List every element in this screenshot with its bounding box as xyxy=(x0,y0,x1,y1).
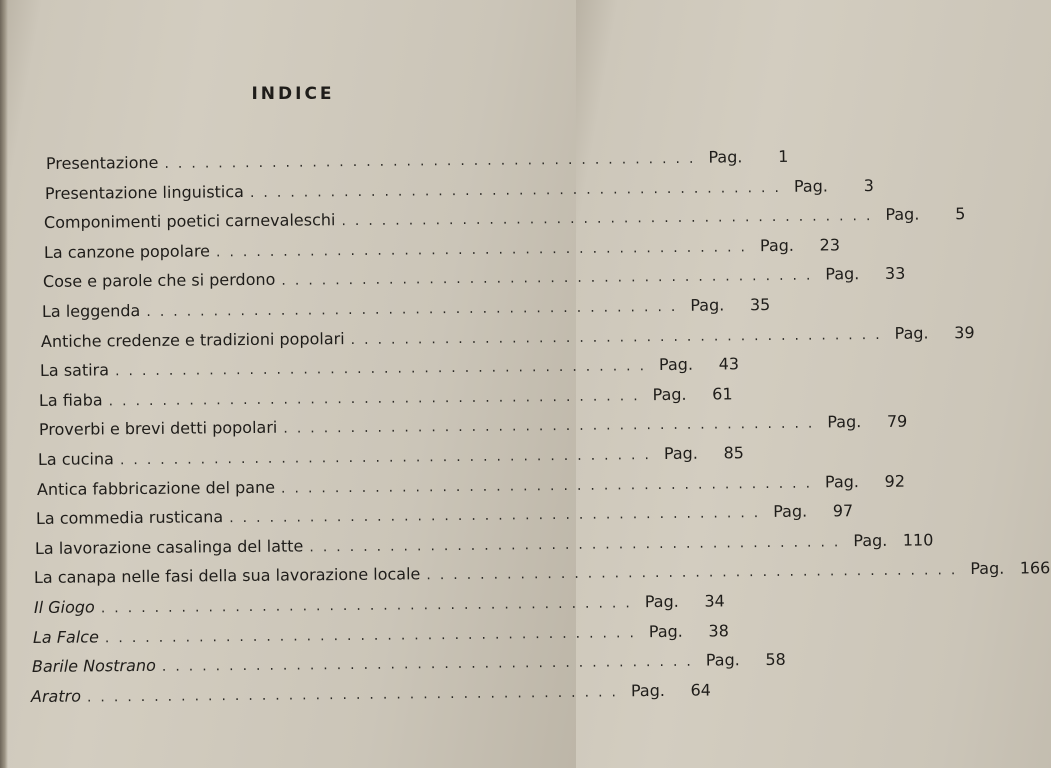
toc-entry xyxy=(35,530,934,565)
toc-entry-pag-label: Pag. xyxy=(648,621,683,641)
toc-entry xyxy=(32,620,729,654)
toc-entry-title: La lavorazione casalinga del latte xyxy=(35,536,304,558)
toc-entry-pag-label: Pag. xyxy=(705,650,740,670)
dot-leader: ........................................ xyxy=(146,298,685,320)
dot-leader: ........................................ xyxy=(280,475,819,497)
dot-leader: ........................................ xyxy=(100,595,639,617)
toc-entry-page-number: 97 xyxy=(832,501,854,521)
toc-entry-pag-label: Pag. xyxy=(824,264,860,284)
toc-entry xyxy=(35,501,854,535)
dot-leader: ........................................ xyxy=(280,267,820,290)
toc-entry-pag-label: Pag. xyxy=(826,412,861,432)
toc-entry-pag-label: Pag. xyxy=(630,680,665,701)
toc-entry-page-number: 34 xyxy=(703,591,725,611)
dot-leader: ........................................ xyxy=(282,415,821,438)
toc-entry-title: Antiche credenze e tradizioni popolari xyxy=(40,328,345,351)
toc-entry xyxy=(44,204,966,239)
toc-entry-page-number: 23 xyxy=(819,235,840,255)
dot-leader: ........................................ xyxy=(215,238,754,261)
dot-leader: ........................................ xyxy=(426,562,965,584)
toc-entry xyxy=(40,322,975,358)
toc-entry-title: Componimenti poetici carnevaleschi xyxy=(44,210,336,233)
toc-entry-pag-label: Pag. xyxy=(885,204,920,225)
dot-leader: ........................................ xyxy=(161,653,700,675)
toc-entry-title: La cucina xyxy=(37,449,114,469)
toc-entry-title: La canzone popolare xyxy=(43,241,210,262)
toc-entry-title: Presentazione linguistica xyxy=(45,181,245,203)
toc-entry xyxy=(38,412,907,447)
toc-entry xyxy=(30,680,712,713)
toc-entry-pag-label: Pag. xyxy=(894,323,929,343)
toc-entry-pag-label: Pag. xyxy=(759,235,794,255)
toc-entry-page-number: 166 xyxy=(1020,558,1051,578)
toc-entry xyxy=(34,558,1051,595)
dot-leader: ........................................ xyxy=(250,179,789,201)
page-title: INDICE xyxy=(251,84,335,104)
toc-entry-title: La fiaba xyxy=(39,390,104,410)
toc-entry-page-number: 64 xyxy=(690,680,712,700)
toc-entry-title: Proverbi e brevi detti popolari xyxy=(38,418,277,440)
toc-entry-pag-label: Pag. xyxy=(663,443,698,463)
toc-entry xyxy=(45,175,875,210)
toc-entry-pag-label: Pag. xyxy=(824,471,859,492)
toc-entry xyxy=(37,443,744,476)
dot-leader: ........................................ xyxy=(309,533,848,556)
dot-leader: ........................................ xyxy=(115,358,654,380)
toc-entry xyxy=(42,264,906,299)
toc-entry-page-number: 3 xyxy=(863,175,875,195)
toc-entry xyxy=(39,384,734,417)
toc-entry-title: Antica fabbricazione del pane xyxy=(36,477,275,499)
toc-entry-title: La satira xyxy=(40,360,110,381)
toc-entry-pag-label: Pag. xyxy=(793,176,829,196)
toc-entry-page-number: 58 xyxy=(765,649,786,670)
toc-entry-title: La canapa nelle fasi della sua lavorazione locale xyxy=(34,564,421,588)
dot-leader: ........................................ xyxy=(86,684,626,706)
toc-entry-title: Cose e parole che si perdono xyxy=(42,270,276,292)
dot-leader: ........................................ xyxy=(350,326,889,348)
toc-entry-pag-label: Pag. xyxy=(644,591,679,612)
toc-entry xyxy=(45,146,789,180)
toc-entry xyxy=(41,295,771,328)
toc-entry-pag-label: Pag. xyxy=(853,530,888,550)
toc-entry-page-number: 61 xyxy=(712,384,734,404)
toc-entry xyxy=(40,354,740,387)
toc-entry-page-number: 79 xyxy=(886,412,907,432)
toc-entry-title: La commedia rusticana xyxy=(35,507,224,529)
dot-leader: ........................................ xyxy=(341,208,880,230)
toc-entry-pag-label: Pag. xyxy=(652,384,688,404)
toc-entry xyxy=(33,591,725,624)
table-of-contents xyxy=(0,142,1051,742)
toc-entry-page-number: 92 xyxy=(884,471,905,491)
toc-entry-page-number: 35 xyxy=(749,295,771,315)
toc-entry xyxy=(43,235,840,269)
toc-entry-page-number: 85 xyxy=(723,443,744,463)
dot-leader: ........................................ xyxy=(108,387,648,410)
toc-entry-pag-label: Pag. xyxy=(659,354,694,375)
toc-entry-pag-label: Pag. xyxy=(970,559,1005,579)
toc-entry-title: Presentazione xyxy=(45,152,159,173)
toc-entry-title: La Falce xyxy=(32,626,99,647)
dot-leader: ........................................ xyxy=(229,505,768,527)
toc-entry xyxy=(31,649,786,684)
toc-entry-page-number: 1 xyxy=(778,146,789,166)
toc-entry-page-number: 5 xyxy=(955,204,966,224)
toc-entry xyxy=(36,471,905,506)
toc-entry-page-number: 110 xyxy=(902,530,934,550)
toc-entry-title: La leggenda xyxy=(41,301,141,321)
toc-entry-title: Il Giogo xyxy=(33,597,95,617)
toc-entry-title: Barile Nostrano xyxy=(31,655,156,677)
toc-entry-page-number: 38 xyxy=(708,620,729,641)
toc-entry-page-number: 39 xyxy=(954,322,975,342)
dot-leader: ........................................ xyxy=(119,447,658,469)
dot-leader: ........................................ xyxy=(104,624,643,646)
dot-leader: ........................................ xyxy=(164,150,703,172)
toc-entry-title: Aratro xyxy=(30,686,82,706)
toc-entry-page-number: 33 xyxy=(884,264,906,284)
toc-entry-pag-label: Pag. xyxy=(773,501,808,522)
toc-entry-pag-label: Pag. xyxy=(708,147,743,167)
toc-entry-page-number: 43 xyxy=(718,354,740,374)
toc-entry-pag-label: Pag. xyxy=(690,295,725,315)
